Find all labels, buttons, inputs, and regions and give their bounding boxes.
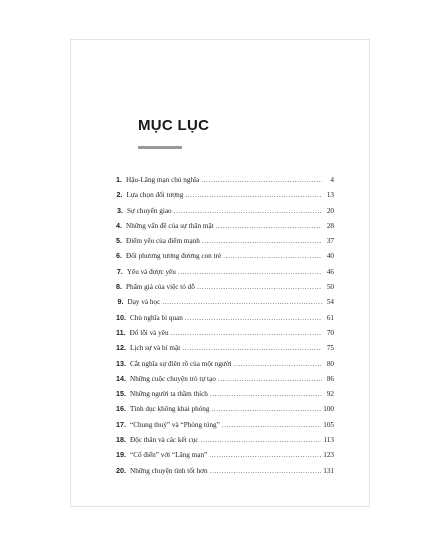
table-of-contents [116, 175, 334, 481]
toc-entry-title: Cắt nghĩa sự điên rồ của một người [130, 359, 232, 368]
toc-entry-title: Lựa chọn đối tượng [126, 191, 184, 200]
toc-entry-title: Đối phương tương đương con trẻ [126, 252, 222, 261]
toc-entry-number: 16. [116, 404, 126, 414]
dot-leader [185, 314, 322, 322]
toc-entry [116, 190, 334, 205]
toc-entry-title: Dạy và học [127, 298, 161, 307]
toc-entry-number: 6. [116, 251, 122, 261]
toc-entry [116, 236, 334, 251]
toc-entry [116, 297, 334, 312]
toc-entry-number: 5. [116, 236, 122, 246]
toc-entry-title: Phẩm giá của việc tỏ dỗ [126, 283, 195, 292]
toc-entry-page: 92 [326, 390, 334, 399]
toc-entry-page: 40 [326, 252, 334, 261]
toc-entry [116, 404, 334, 419]
toc-entry-number: 8. [116, 282, 122, 292]
toc-entry-title: Điểm yếu của điểm mạnh [126, 237, 200, 246]
toc-entry-number: 19. [116, 450, 126, 460]
title-underline [138, 146, 182, 149]
toc-entry [116, 359, 334, 374]
toc-entry-page: 80 [326, 359, 334, 368]
toc-entry-page: 70 [326, 328, 334, 337]
toc-entry-title: Độc thân và các kết cục [130, 436, 199, 445]
toc-entry-title: Những chuyện tình tốt hơn [130, 466, 208, 475]
toc-entry [116, 435, 334, 450]
toc-entry-title: Những cuộc chuyện trò tự tạo [130, 374, 216, 383]
toc-entry-title: “Chung thuỷ” và “Phóng túng” [130, 420, 220, 429]
toc-entry-number: 13. [116, 358, 126, 368]
dot-leader [182, 344, 322, 352]
dot-leader [210, 467, 322, 475]
toc-entry-page: 61 [326, 313, 334, 322]
toc-entry-number: 10. [116, 312, 126, 322]
dot-leader [202, 237, 322, 245]
toc-entry [116, 267, 334, 282]
toc-entry-title: Sự chuyển giao [127, 206, 172, 215]
toc-entry-title: “Cổ điển” với “Lãng mạn” [130, 451, 208, 460]
dot-leader [218, 375, 322, 383]
toc-entry [116, 206, 334, 221]
dot-leader [201, 176, 322, 184]
dot-leader [178, 268, 322, 276]
toc-entry [116, 221, 334, 236]
toc-entry-page: 100 [323, 405, 334, 414]
toc-entry [116, 175, 334, 190]
toc-entry [116, 389, 334, 404]
toc-entry [116, 313, 334, 328]
toc-entry-title: Lịch sự và bí mật [130, 344, 181, 353]
toc-entry-page: 113 [323, 436, 334, 445]
dot-leader [171, 329, 322, 337]
toc-entry [116, 343, 334, 358]
toc-entry-number: 14. [116, 373, 126, 383]
toc-entry-number: 2. [116, 190, 123, 200]
toc-entry-number: 9. [117, 297, 124, 307]
toc-entry-page: 131 [323, 466, 334, 475]
toc-entry-title: Những người ta thầm thích [130, 390, 208, 399]
toc-entry [116, 282, 334, 297]
toc-entry-number: 17. [116, 419, 126, 429]
book-page [70, 39, 370, 507]
toc-entry-page: 37 [326, 237, 334, 246]
dot-leader [200, 436, 321, 444]
toc-entry-number: 12. [116, 343, 126, 353]
dot-leader [185, 191, 322, 199]
dot-leader [222, 421, 321, 429]
dot-leader [197, 283, 322, 291]
toc-entry [116, 374, 334, 389]
dot-leader [210, 390, 322, 398]
toc-entry-title: Đổ lỗi và yêu [129, 328, 169, 337]
toc-entry-number: 20. [116, 465, 126, 475]
dot-leader [162, 298, 322, 306]
toc-entry-page: 13 [326, 191, 334, 200]
toc-entry-title: Tình dục không khai phóng [130, 405, 210, 414]
toc-entry-number: 3. [117, 205, 124, 215]
toc-entry-page: 20 [326, 206, 334, 215]
toc-entry-page: 4 [330, 176, 334, 184]
toc-entry-page: 105 [323, 420, 334, 429]
dot-leader [174, 207, 322, 215]
toc-entry-page: 54 [326, 298, 334, 307]
toc-entry-page: 28 [326, 221, 334, 230]
toc-entry-number: 15. [116, 389, 126, 399]
toc-entry [116, 420, 334, 435]
toc-entry [116, 450, 334, 465]
page-title: MỤC LỤC [138, 117, 210, 134]
dot-leader [216, 222, 322, 230]
toc-entry-title: Hậu-Lãng mạn chủ nghĩa [126, 176, 200, 184]
toc-entry [116, 466, 334, 481]
toc-entry-page: 75 [326, 344, 334, 353]
toc-entry-number: 1. [116, 175, 122, 184]
toc-entry-number: 11. [116, 327, 126, 337]
dot-leader [211, 405, 321, 413]
toc-entry-title: Chủ nghĩa bi quan [130, 313, 183, 322]
toc-entry-page: 123 [323, 451, 334, 460]
toc-entry [116, 328, 334, 343]
toc-entry-page: 86 [326, 374, 334, 383]
toc-entry-page: 46 [326, 267, 334, 276]
toc-entry-title: Yêu và được yêu [126, 267, 176, 276]
toc-entry-number: 4. [116, 220, 122, 230]
toc-entry [116, 251, 334, 266]
toc-entry-title: Những vấn đề của sự thân mật [126, 221, 214, 230]
toc-entry-page: 50 [326, 283, 334, 292]
dot-leader [209, 451, 321, 459]
dot-leader [223, 252, 322, 260]
toc-entry-number: 18. [116, 435, 126, 445]
toc-entry-number: 7. [116, 266, 123, 276]
dot-leader [234, 360, 322, 368]
